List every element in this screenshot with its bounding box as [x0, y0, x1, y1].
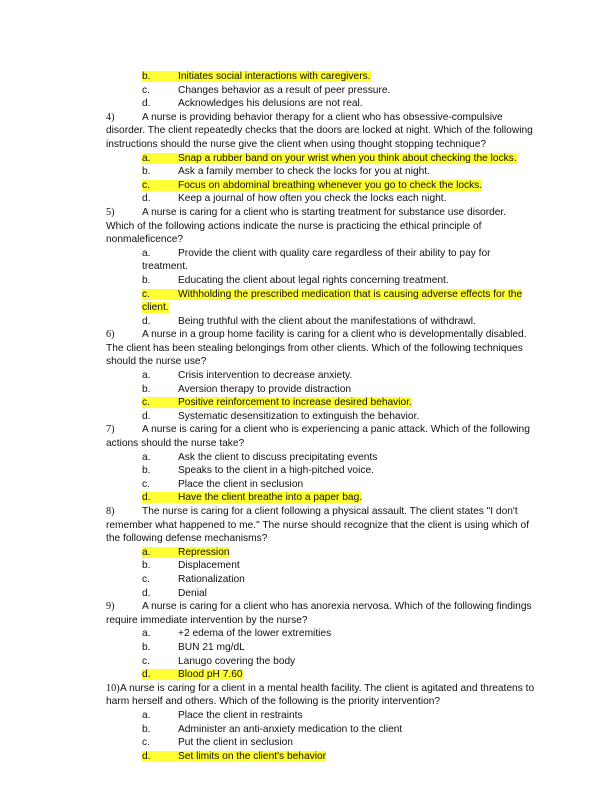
option-text: Place the client in restraints	[178, 709, 303, 721]
question-number: 4)	[106, 111, 115, 123]
option-text: Repression	[178, 546, 230, 558]
highlighted-answer	[142, 669, 243, 680]
option-text: Initiates social interactions with caregivers.	[178, 71, 371, 82]
option-text: Ask a family member to check the locks for you at night.	[178, 166, 430, 178]
answer-content	[142, 384, 351, 395]
option-letter: b.	[142, 274, 151, 286]
option-text: BUN 21 mg/dL	[178, 641, 245, 653]
option-letter: d.	[142, 669, 151, 681]
option-letter: a.	[142, 152, 151, 164]
answer-option	[142, 464, 536, 478]
answer-option	[142, 315, 536, 329]
answer-option	[142, 165, 536, 179]
option-letter: b.	[142, 641, 151, 653]
option-letter: c.	[142, 397, 150, 409]
option-letter: c.	[142, 288, 150, 300]
option-letter: a.	[142, 451, 151, 463]
question-number: 9)	[106, 601, 115, 613]
option-letter: a.	[142, 546, 151, 558]
answer-option	[142, 97, 536, 111]
question-text: A nurse is caring for a client who has anorexia nervosa. Which of the following findings require immediate intervention by the nurse?	[106, 601, 532, 626]
question-number: 8)	[106, 506, 115, 517]
answer-option	[142, 709, 536, 723]
answer-option	[142, 559, 536, 573]
question-text: A nurse in a group home facility is caring for a client who is developmentally disabled. The client has been stealing belongings from other clients. Which of the following techniques should the nurse use?	[106, 329, 527, 368]
answer-option	[142, 546, 536, 560]
answer-option	[142, 491, 536, 505]
option-text: Rationalization	[178, 573, 245, 585]
option-letter: c.	[142, 84, 150, 96]
option-text: Aversion therapy to provide distraction	[178, 383, 352, 395]
answer-content	[142, 737, 293, 748]
option-text: Denial	[178, 587, 207, 599]
answer-content	[142, 411, 419, 422]
option-text: Being truthful with the client about the manifestations of withdrawl.	[178, 315, 476, 327]
highlighted-answer	[142, 180, 482, 191]
document-page	[106, 70, 536, 763]
option-text: Lanugo covering the body	[178, 655, 296, 667]
option-letter: b.	[142, 723, 151, 735]
answer-option	[142, 587, 536, 601]
answer-option	[142, 627, 536, 641]
question-number: 5)	[106, 206, 115, 218]
option-text: Provide the client with quality care regardless of their ability to pay for treatment.	[142, 247, 491, 273]
option-letter: b.	[142, 71, 151, 82]
question-stem	[106, 423, 536, 450]
option-text: Put the client in seclusion	[178, 737, 293, 749]
question-number: 7)	[106, 424, 115, 436]
option-text: Place the client in seclusion	[178, 478, 304, 490]
answer-content	[142, 98, 363, 109]
answer-option	[142, 152, 536, 166]
highlighted-answer	[142, 71, 371, 82]
option-text: Blood pH 7.60	[178, 669, 243, 681]
answer-content	[142, 574, 245, 585]
answer-option	[142, 573, 536, 587]
answer-content	[142, 193, 446, 204]
option-text: Keep a journal of how often you check the locks each night.	[178, 193, 447, 205]
option-text: Administer an anti-anxiety medication to the client	[178, 723, 403, 735]
highlighted-answer	[142, 397, 412, 408]
option-letter: d.	[142, 98, 151, 110]
question-text: A nurse is caring for a client who is starting treatment for substance use disorder. Which of the following actions indicate the nurse is practicing the ethical principle of nonmaleficence?	[106, 206, 507, 246]
option-letter: d.	[142, 410, 151, 422]
option-text: Crisis intervention to decrease anxiety.	[178, 370, 353, 382]
answer-content	[142, 656, 295, 667]
answer-option	[142, 750, 536, 764]
option-text: Withholding the prescribed medication that is causing adverse effects for the client.	[142, 288, 523, 314]
highlighted-answer	[142, 751, 326, 762]
option-letter: c.	[142, 478, 150, 490]
answer-content	[142, 628, 331, 639]
option-letter: b.	[142, 383, 151, 395]
option-text: Positive reinforcement to increase desired behavior.	[178, 397, 412, 409]
answer-option	[142, 383, 536, 397]
answer-option	[142, 451, 536, 465]
option-letter: a.	[142, 370, 151, 382]
option-letter: b.	[142, 166, 151, 178]
option-text: Ask the client to discuss precipitating events	[178, 451, 378, 463]
question-text: A nurse is caring for a client in a mental health facility. The client is agitated and threatens to harm herself and others. Which of the following is the priority intervention?	[106, 682, 535, 708]
option-letter: c.	[142, 737, 150, 749]
question-stem	[106, 328, 536, 369]
option-text: Have the client breathe into a paper bag.	[178, 492, 363, 504]
answer-content	[142, 248, 491, 273]
answer-content	[142, 710, 303, 721]
option-letter: c.	[142, 655, 150, 667]
option-letter: c.	[142, 573, 150, 585]
answer-content	[142, 479, 303, 490]
option-text: Speaks to the client in a high-pitched voice.	[178, 465, 374, 477]
answer-content	[142, 560, 240, 571]
question-text: A nurse is caring for a client who is experiencing a panic attack. Which of the following actions should the nurse take?	[106, 424, 530, 450]
answer-option	[142, 274, 536, 288]
answer-option	[142, 288, 536, 315]
option-text: Set limits on the client's behavior	[178, 750, 327, 762]
highlighted-answer	[142, 153, 517, 164]
answer-content	[142, 370, 352, 381]
answer-option	[142, 736, 536, 750]
answer-content	[142, 452, 377, 463]
answer-content	[142, 316, 476, 327]
answer-option	[142, 396, 536, 410]
highlighted-answer	[142, 492, 362, 503]
option-text: Displacement	[178, 560, 240, 572]
option-letter: d.	[142, 315, 151, 327]
answer-content	[142, 724, 402, 735]
option-letter: d.	[142, 492, 151, 504]
answer-option	[142, 723, 536, 737]
question-number: 10)	[106, 682, 120, 694]
highlighted-answer	[142, 289, 522, 314]
answer-option	[142, 478, 536, 492]
option-letter: a.	[142, 628, 151, 640]
answer-content	[142, 588, 207, 599]
answer-content	[142, 465, 374, 476]
option-text: Educating the client about legal rights concerning treatment.	[178, 274, 449, 286]
answer-content	[142, 85, 390, 96]
highlighted-answer	[142, 547, 230, 558]
option-text: Systematic desensitization to extinguish the behavior.	[178, 410, 420, 422]
answer-option	[142, 179, 536, 193]
option-letter: d.	[142, 750, 151, 762]
option-text: +2 edema of the lower extremities	[178, 628, 332, 640]
answer-option	[142, 668, 536, 682]
option-letter: a.	[142, 709, 151, 721]
answer-option	[142, 247, 536, 274]
question-stem	[106, 206, 536, 247]
option-text: Acknowledges his delusions are not real.	[178, 98, 363, 110]
question-text: A nurse is providing behavior therapy for a client who has obsessive-compulsive disorder. The client repeatedly checks that the doors are locked at night. Which of the following instructions should the nurse give the client when using thought stopping technique?	[106, 111, 533, 150]
answer-content	[142, 166, 430, 177]
answer-option	[142, 192, 536, 206]
question-stem	[106, 682, 536, 709]
option-letter: b.	[142, 560, 151, 572]
question-stem	[106, 600, 536, 627]
answer-option	[142, 369, 536, 383]
option-letter: c.	[142, 179, 150, 191]
option-letter: d.	[142, 193, 151, 205]
option-text: Snap a rubber band on your wrist when you think about checking the locks.	[178, 152, 517, 164]
option-letter: b.	[142, 465, 151, 477]
question-number: 6)	[106, 329, 115, 341]
answer-option	[142, 84, 536, 98]
question-stem	[106, 111, 536, 152]
answer-option	[142, 655, 536, 669]
question-text: The nurse is caring for a client following a physical assault. The client states "I don't remember what happened to me." The nurse should recognize that the client is using which of the following defense mechanisms?	[106, 506, 530, 545]
answer-option	[142, 410, 536, 424]
option-letter: a.	[142, 247, 151, 259]
question-stem	[106, 505, 536, 546]
answer-option	[142, 641, 536, 655]
answer-option	[142, 70, 536, 84]
option-text: Focus on abdominal breathing whenever you go to check the locks.	[178, 179, 483, 191]
answer-content	[142, 275, 449, 286]
answer-content	[142, 642, 245, 653]
option-text: Changes behavior as a result of peer pressure.	[178, 84, 391, 96]
option-letter: d.	[142, 587, 151, 599]
